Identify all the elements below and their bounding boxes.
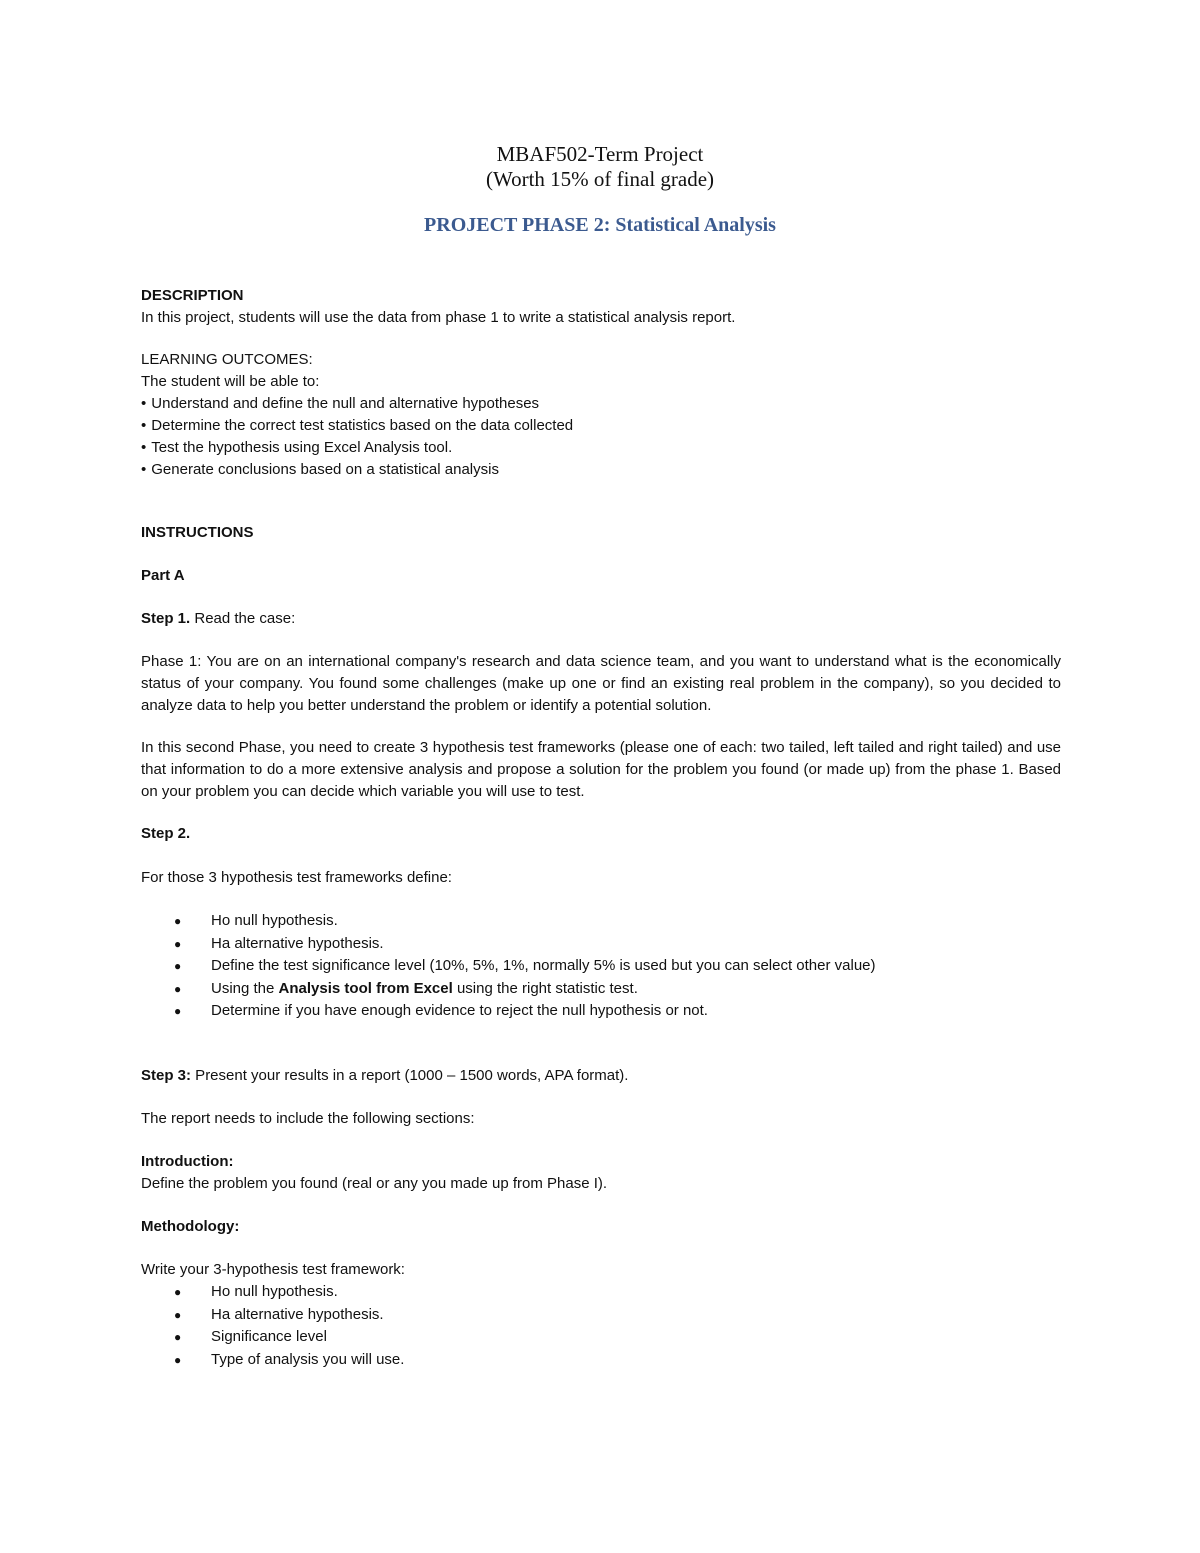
list-item: ● Ho null hypothesis. [141, 1281, 1061, 1304]
list-item: ● Ha alternative hypothesis. [141, 1304, 1061, 1327]
list-item: ● Ho null hypothesis. [141, 910, 1061, 933]
list-item: ● Type of analysis you will use. [141, 1349, 1061, 1372]
step3-text: Present your results in a report (1000 – 1500 words, APA format). [191, 1067, 629, 1084]
step1-text: Read the case: [190, 610, 296, 627]
list-item: ● Define the test significance level (10%, 5%, 1%, normally 5% is used but you can select other value) [141, 955, 1061, 978]
learning-outcomes-intro: The student will be able to: [141, 373, 320, 390]
description-section [141, 285, 1061, 329]
learning-outcomes-section [141, 349, 1061, 481]
phase2-paragraph: In this second Phase, you need to create 3 hypothesis test frameworks (please one of each: two tailed, left tailed and right tailed) and use that information to do a more extensive analysis and propose a solution for the problem you found (or made up) from the phase 1. Based on your problem you can decide which variable you will use to test. [141, 739, 1061, 800]
list-item: ● Ha alternative hypothesis. [141, 933, 1061, 956]
part-a-heading: Part A [141, 567, 185, 584]
outcome-item: • Understand and define the null and alternative hypotheses [141, 393, 1061, 415]
item4-bold: Analysis tool from Excel [278, 979, 453, 997]
phase-title: PROJECT PHASE 2: Statistical Analysis [424, 214, 776, 236]
step3-label: Step 3: [141, 1067, 192, 1084]
item4-post: using the right statistic test. [452, 979, 638, 997]
step1-label: Step 1. [141, 610, 191, 627]
description-heading: DESCRIPTION [141, 287, 244, 304]
introduction-heading: Introduction: [141, 1153, 234, 1170]
step2-label: Step 2. [141, 825, 191, 842]
instructions-heading: INSTRUCTIONS [141, 524, 254, 541]
learning-outcomes-heading: LEARNING OUTCOMES: [141, 351, 313, 368]
worth-line: (Worth 15% of final grade) [485, 167, 715, 191]
step2-intro: For those 3 hypothesis test frameworks define: [141, 869, 452, 886]
item4-pre: Using the [211, 979, 279, 997]
step1-line [141, 608, 1061, 630]
introduction-section [141, 1151, 1061, 1195]
list-item: ● Significance level [141, 1326, 1061, 1349]
introduction-text: Define the problem you found (real or any you made up from Phase I). [141, 1175, 608, 1192]
outcome-item: • Test the hypothesis using Excel Analysis tool. [141, 437, 1061, 459]
phase1-paragraph: Phase 1: You are on an international company's research and data science team, and you want to understand what is the economically status of your company. You found some challenges (make up one or find an existing real problem in the company), so you decided to analyze data to help you better understand the problem or identify a potential solution. [141, 653, 1061, 714]
methodology-heading: Methodology: [141, 1218, 240, 1235]
list-item [141, 978, 1061, 1001]
course-title: MBAF502-Term Project [496, 142, 704, 166]
outcome-item: • Generate conclusions based on a statistical analysis [141, 459, 1061, 481]
methodology-list [141, 1281, 1061, 1371]
description-text: In this project, students will use the data from phase 1 to write a statistical analysis report. [141, 309, 736, 326]
step3-line [141, 1065, 1061, 1087]
list-item: ● Determine if you have enough evidence to reject the null hypothesis or not. [141, 1000, 1061, 1023]
title-block [0, 142, 1200, 192]
step2-list [141, 910, 1061, 1023]
methodology-intro: Write your 3-hypothesis test framework: [141, 1261, 405, 1278]
report-intro: The report needs to include the following sections: [141, 1110, 475, 1127]
outcome-item: • Determine the correct test statistics based on the data collected [141, 415, 1061, 437]
